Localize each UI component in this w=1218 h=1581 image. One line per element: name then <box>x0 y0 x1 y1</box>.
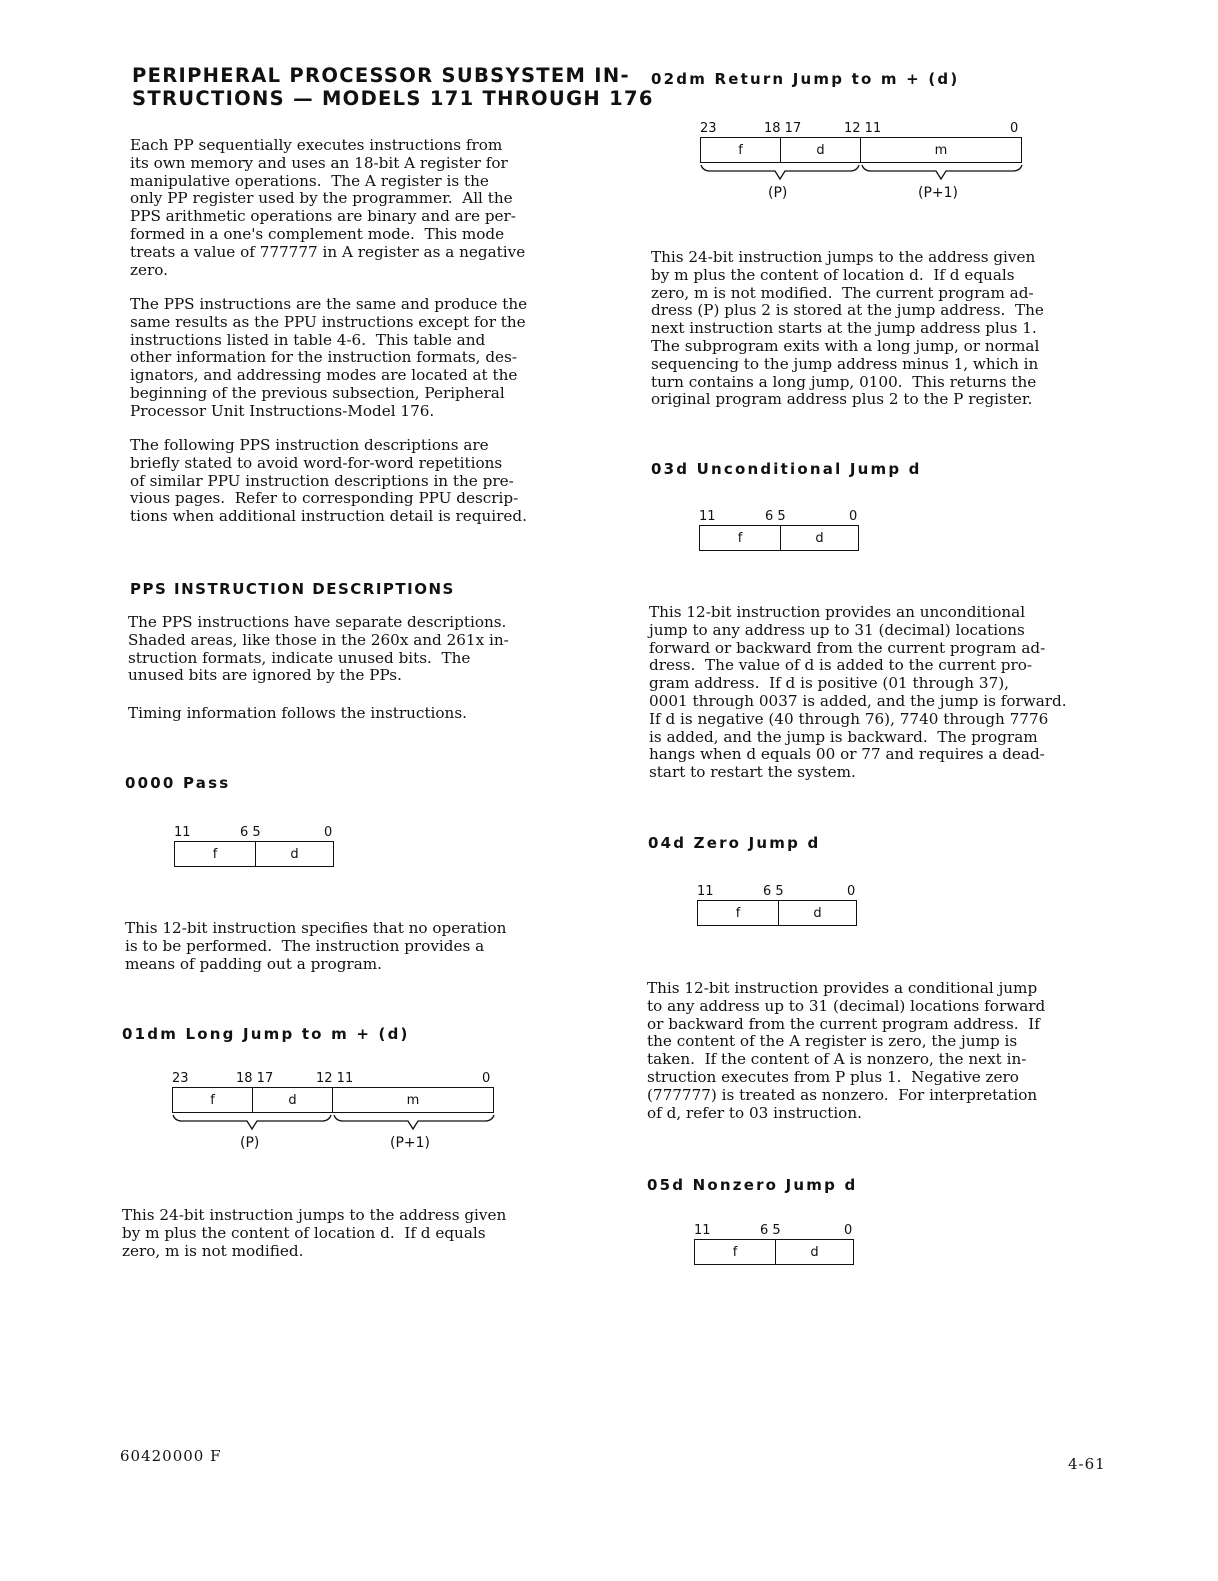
page-number: 4-61 <box>1068 1455 1106 1473</box>
page-title: PERIPHERAL PROCESSOR SUBSYSTEM IN- STRUCTIONS — MODELS 171 THROUGH 176 <box>132 64 654 110</box>
bit-label-0: 0 <box>482 1071 491 1086</box>
instruction-heading-02dm: 02dm Return Jump to m + (d) <box>651 70 960 88</box>
bit-label-11: 11 <box>699 509 716 524</box>
bit-label-0: 0 <box>324 825 333 840</box>
instruction-heading-05d: 05d Nonzero Jump d <box>647 1176 858 1194</box>
bit-label-6-5: 6 5 <box>765 509 786 524</box>
bit-label-6-5: 6 5 <box>240 825 261 840</box>
bit-label-18-17: 18 17 <box>764 121 802 136</box>
bit-label-12-11: 12 11 <box>844 121 882 136</box>
field-d: d <box>253 1088 333 1112</box>
instruction-heading-03d: 03d Unconditional Jump d <box>651 460 922 478</box>
format-diagram-24bit <box>172 1071 494 1153</box>
word-braces <box>172 1113 494 1135</box>
bit-label-11: 11 <box>694 1223 711 1238</box>
word-label-p: (P) <box>768 185 788 201</box>
word-label-p: (P) <box>240 1135 260 1151</box>
field-d: d <box>781 138 861 162</box>
instruction-text-04d: This 12-bit instruction provides a conditional jump to any address up to 31 (decimal) locations forward or backward from the current program address. If the content of the A register is zero, the jump is taken. If the content of A is nonzero, the next in- struction executes from P plus 1. Negative zero (777777) is treated as nonzero. For interpretation of d, refer to 03 instruction. <box>647 979 1046 1122</box>
pps-paragraph-2: Timing information follows the instructions. <box>128 704 467 722</box>
bit-label-11: 11 <box>174 825 191 840</box>
format-diagram-24bit <box>700 121 1022 203</box>
bit-label-6-5: 6 5 <box>763 884 784 899</box>
document-number: 60420000 F <box>120 1447 222 1465</box>
intro-paragraph-1: Each PP sequentially executes instructions from its own memory and uses an 18-bit A register for manipulative operations. The A register is the only PP register used by the programmer. All the PPS arithmetic operations are binary and are per- formed in a one's complement mode. This mode treats a value of 777777 in A register as a negative zero. <box>130 136 526 279</box>
instruction-word <box>694 1239 854 1265</box>
bit-label-6-5: 6 5 <box>760 1223 781 1238</box>
field-f: f <box>175 842 256 866</box>
bit-label-11: 11 <box>697 884 714 899</box>
instruction-text-0000: This 12-bit instruction specifies that no operation is to be performed. The instruction provides a means of padding out a program. <box>125 919 507 973</box>
instruction-word <box>699 525 859 551</box>
bit-label-12-11: 12 11 <box>316 1071 354 1086</box>
section-heading: PPS INSTRUCTION DESCRIPTIONS <box>130 580 455 598</box>
instruction-heading-04d: 04d Zero Jump d <box>648 834 821 852</box>
field-d: d <box>810 1244 819 1260</box>
instruction-word <box>172 1087 494 1113</box>
bit-label-18-17: 18 17 <box>236 1071 274 1086</box>
word-braces <box>700 163 1022 185</box>
field-f: f <box>701 138 781 162</box>
instruction-text-01dm: This 24-bit instruction jumps to the address given by m plus the content of location d. If d equals zero, m is not modified. <box>122 1206 507 1260</box>
field-d: d <box>813 905 822 921</box>
word-label-p-plus-1: (P+1) <box>918 185 959 201</box>
word-label-p-plus-1: (P+1) <box>390 1135 431 1151</box>
bit-label-23: 23 <box>700 121 717 136</box>
field-m: m <box>934 142 948 158</box>
format-diagram-12bit <box>694 1223 854 1265</box>
instruction-word <box>174 841 334 867</box>
format-diagram-12bit <box>697 884 857 926</box>
bit-label-0: 0 <box>1010 121 1019 136</box>
intro-paragraph-3: The following PPS instruction descriptions are briefly stated to avoid word-for-word repetitions of similar PPU instruction descriptions in the pre- vious pages. Refer to corresponding PPU descrip- tions when additional instruction detail is required. <box>130 436 527 526</box>
bit-label-23: 23 <box>172 1071 189 1086</box>
instruction-text-02dm: This 24-bit instruction jumps to the address given by m plus the content of location d. If d equals zero, m is not modified. The current program ad- dress (P) plus 2 is stored at the jump address. The next instruction starts at the jump address plus 1. The subprogram exits with a long jump, or normal sequencing to the jump address minus 1, which in turn contains a long jump, 0100. This returns the original program address plus 2 to the P register. <box>651 248 1044 409</box>
pps-paragraph-1: The PPS instructions have separate descriptions. Shaded areas, like those in the 260x and 261x in- struction formats, indicate unused bits. The unused bits are ignored by the PPs. <box>128 613 509 685</box>
format-diagram-12bit <box>699 509 859 551</box>
field-d: d <box>290 846 299 862</box>
field-f: f <box>700 526 781 550</box>
field-m: m <box>406 1092 420 1108</box>
bit-label-0: 0 <box>849 509 858 524</box>
instruction-word <box>697 900 857 926</box>
field-f: f <box>698 901 779 925</box>
bit-label-0: 0 <box>844 1223 853 1238</box>
instruction-word <box>700 137 1022 163</box>
format-diagram-12bit <box>174 825 334 867</box>
intro-paragraph-2: The PPS instructions are the same and produce the same results as the PPU instructions except for the instructions listed in table 4-6. This table and other information for the instruction formats, des- ignators, and addressing modes are located at the beginning of the previous subsection, Peripheral Processor Unit Instructions-Model 176. <box>130 295 528 420</box>
instruction-text-03d: This 12-bit instruction provides an unconditional jump to any address up to 31 (decimal) locations forward or backward from the current program ad- dress. The value of d is added to the current pro- gram address. If d is positive (01 through 37), 0001 through 0037 is added, and the jump is forward. If d is negative (40 through 76), 7740 through 7776 is added, and the jump is backward. The program hangs when d equals 00 or 77 and requires a dead- start to restart the system. <box>649 603 1067 782</box>
field-f: f <box>173 1088 253 1112</box>
field-d: d <box>815 530 824 546</box>
bit-label-0: 0 <box>847 884 856 899</box>
instruction-heading-0000: 0000 Pass <box>125 774 231 792</box>
instruction-heading-01dm: 01dm Long Jump to m + (d) <box>122 1025 410 1043</box>
field-f: f <box>695 1240 776 1264</box>
